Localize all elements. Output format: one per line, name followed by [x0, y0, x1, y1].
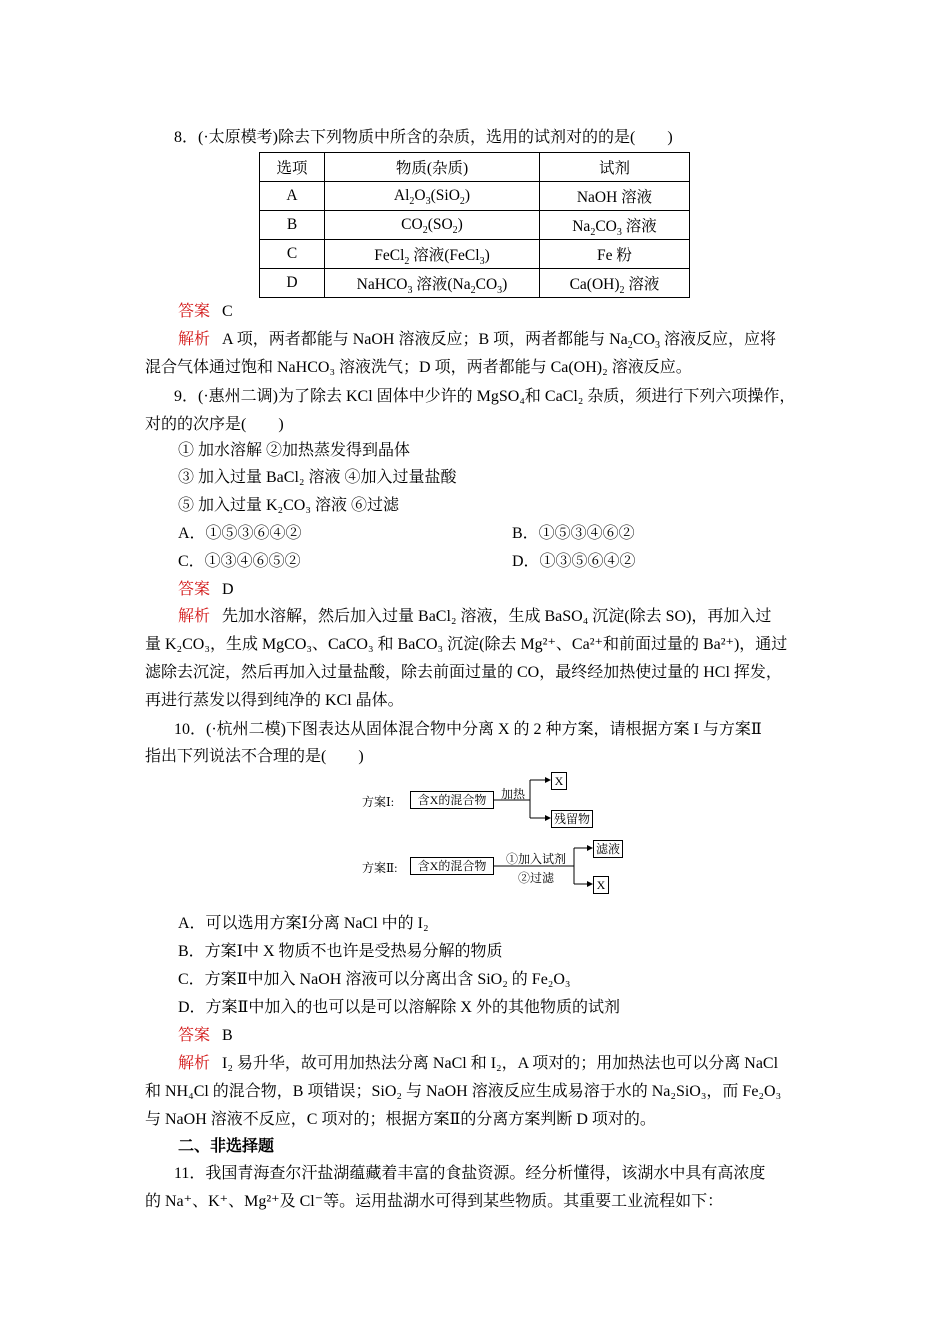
- table-cell: NaOH 溶液: [540, 182, 690, 211]
- section-heading: 二、非选择题: [178, 1138, 275, 1155]
- x-box: X: [551, 772, 567, 790]
- q9-option-b: B．①⑤③④⑥②: [512, 525, 635, 542]
- reagent-label: ①加入试剂: [506, 852, 567, 866]
- q10-option-d: D．方案Ⅱ中加入的也可以是可以溶解除 X 外的其他物质的试剂: [178, 999, 620, 1016]
- q10-analysis-line: 与 NaOH 溶液不反应，C 项对的；根据方案Ⅱ的分离方案判断 D 项对的。: [145, 1111, 656, 1128]
- q8-analysis: 解析 A 项，两者都能与 NaOH 溶液反应；B 项，两者都能与 $Na_2CO_3$ 溶液反应，应将: [178, 331, 777, 352]
- table-row: [260, 182, 690, 211]
- filter-label: ②过滤: [518, 871, 555, 885]
- q10-analysis-line: 和 NH₄Cl 的混合物，B 项错误；SiO₂ 与 NaOH 溶液反应生成易溶于水的 Na₂SiO₃，而 Fe₂O₃: [145, 1083, 782, 1100]
- q9-analysis: 解析 先加水溶解，然后加入过量 BaCl₂ 溶液，生成 BaSO₄ 沉淀(除去 SO)，再加入过: [178, 608, 772, 625]
- table-cell: A: [260, 182, 325, 211]
- q9-analysis-line: 再进行蒸发以得到纯净的 KCl 晶体。: [145, 692, 404, 709]
- scheme1-label: 方案Ⅰ:: [362, 795, 395, 809]
- table-header: 物质(杂质): [325, 153, 540, 182]
- filtrate-box: 滤液: [593, 840, 623, 858]
- mixture-box: 含X的混合物: [410, 791, 494, 809]
- q9-op: ③ 加入过量 BaCl₂ 溶液 ④加入过量盐酸: [178, 469, 457, 486]
- q8-stem: 8．(·太原模考)除去下列物质中所含的杂质，选用的试剂对的的是( ): [174, 129, 673, 146]
- q9-option-d: D．①③⑤⑥④②: [512, 553, 636, 570]
- table-cell: B: [260, 211, 325, 240]
- table-header: 试剂: [540, 153, 690, 182]
- table-cell: NaHCO$_3$ 溶液$(Na_2CO_3)$: [325, 269, 540, 298]
- table-cell: FeCl$_2$ 溶液(FeCl$_3$): [325, 240, 540, 269]
- q8-analysis-line2: 混合气体通过饱和 NaHCO₃ 溶液洗气；D 项，两者都能与 Ca(OH)₂ 溶液反应。: [145, 359, 692, 376]
- table-row: [260, 211, 690, 240]
- table-header: 选项: [260, 153, 325, 182]
- mixture-box: 含X的混合物: [410, 857, 494, 875]
- q11-line1: 11．我国青海查尔汗盐湖蕴藏着丰富的食盐资源。经分析懂得，该湖水中具有高浓度: [174, 1165, 766, 1182]
- table-row: [260, 240, 690, 269]
- table-cell: $Na_2CO_3$ 溶液: [540, 211, 690, 240]
- q8-table: [259, 152, 690, 298]
- residue-box: 残留物: [551, 810, 593, 828]
- table-header-row: [260, 153, 690, 182]
- q10-stem-line1: 10．(·杭州二模)下图表达从固体混合物中分离 X 的 2 种方案，请根据方案 I 与方案Ⅱ: [174, 721, 762, 738]
- table-cell: D: [260, 269, 325, 298]
- q10-analysis: 解析 I₂ 易升华，故可用加热法分离 NaCl 和 I₂，A 项对的；用加热法也可以分离 NaCl: [178, 1055, 779, 1072]
- table-row: [260, 269, 690, 298]
- q9-analysis-line: 量 K₂CO₃，生成 MgCO₃、CaCO₃ 和 BaCO₃ 沉淀(除去 Mg²⁺、Ca²⁺和前面过量的 Ba²⁺)，通过: [145, 636, 788, 653]
- q10-option-a: A．可以选用方案Ⅰ分离 NaCl 中的 I₂: [178, 915, 429, 932]
- table-cell: Fe 粉: [540, 240, 690, 269]
- separation-diagram: [358, 770, 638, 898]
- q10-option-c: C．方案Ⅱ中加入 NaOH 溶液可以分离出含 SiO₂ 的 Fe₂O₃: [178, 971, 571, 988]
- q10-stem-line2: 指出下列说法不合理的是( ): [145, 748, 364, 765]
- table-cell: C: [260, 240, 325, 269]
- q9-op: ⑤ 加入过量 K₂CO₃ 溶液 ⑥过滤: [178, 497, 399, 514]
- q10-answer: 答案 B: [178, 1027, 233, 1044]
- q9-option-a: A．①⑤③⑥④②: [178, 525, 302, 542]
- q10-option-b: B．方案Ⅰ中 X 物质不也许是受热易分解的物质: [178, 943, 503, 960]
- x-box: X: [593, 876, 609, 894]
- q9-analysis-line: 滤除去沉淀，然后再加入过量盐酸，除去前面过量的 CO，最终经加热使过量的 HCl 挥发，: [145, 664, 782, 681]
- heat-label: 加热: [501, 787, 526, 801]
- q9-stem-line1: 9．(·惠州二调)为了除去 KCl 固体中少许的 MgSO₄和 CaCl₂ 杂质，须进行下列六项操作，: [174, 388, 796, 405]
- q9-answer: 答案 D: [178, 581, 234, 598]
- table-cell: $CO_2(SO_2)$: [325, 211, 540, 240]
- table-cell: $Ca(OH)_2$ 溶液: [540, 269, 690, 298]
- scheme2-label: 方案Ⅱ:: [362, 861, 398, 875]
- q9-option-c: C．①③④⑥⑤②: [178, 553, 301, 570]
- q9-op: ① 加水溶解 ②加热蒸发得到晶体: [178, 442, 411, 459]
- q8-answer: 答案 C: [178, 303, 233, 320]
- q9-stem-line2: 对的的次序是( ): [145, 416, 284, 433]
- q11-line2: 的 Na⁺、K⁺、Mg²⁺及 Cl⁻等。运用盐湖水可得到某些物质。其重要工业流程如下：: [145, 1193, 724, 1210]
- table-cell: $Al_2O_3(SiO_2)$: [325, 182, 540, 211]
